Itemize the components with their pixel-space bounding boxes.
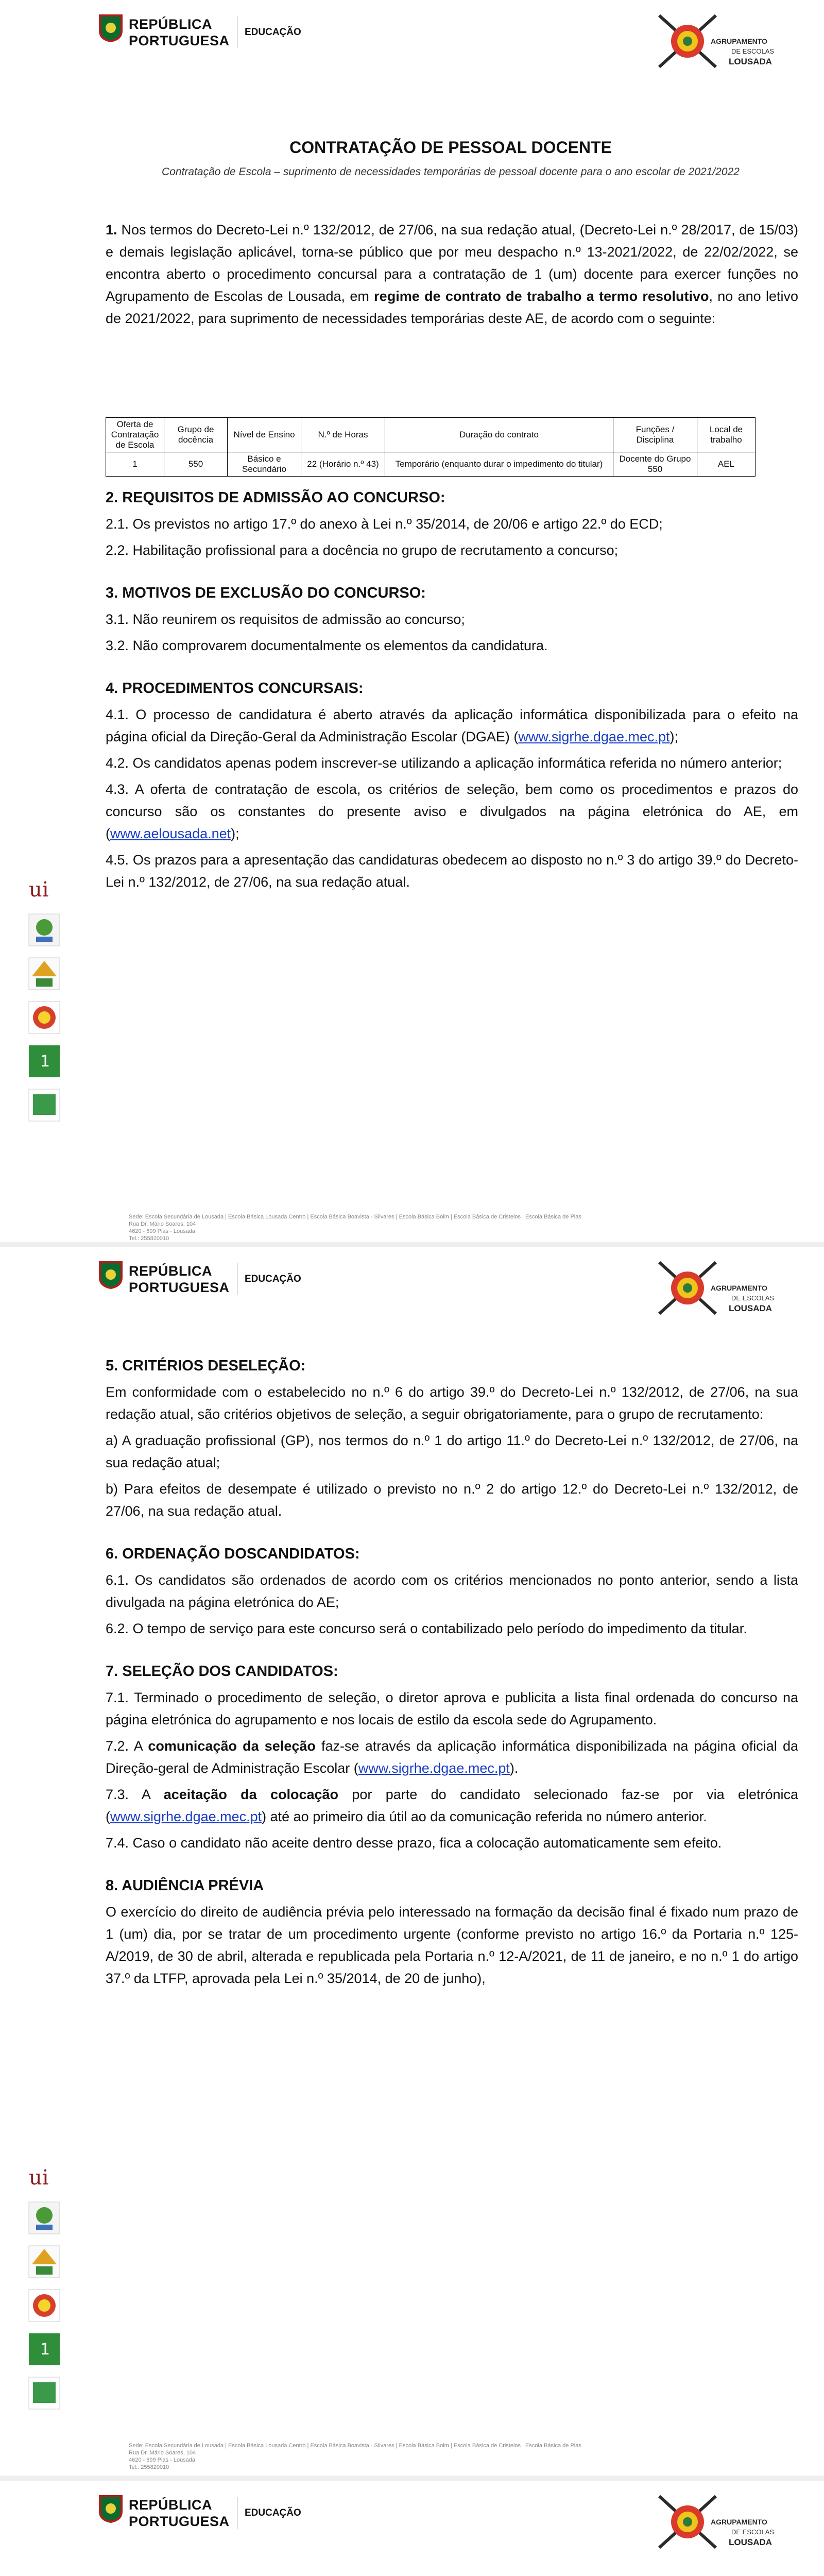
table-header-cell: Duração do contrato [385, 418, 613, 452]
section-6-title: 6. ORDENAÇÃO DOSCANDIDATOS: [106, 1546, 360, 1562]
agrupamento-label: AGRUPAMENTO [711, 1284, 767, 1292]
eco-school-logo-icon [26, 912, 63, 948]
page-footer: Sede: Escola Secundária de Lousada | Escola Básica Lousada Centro | Escola Básica Boavista - Silvares | Escola Básica Boim | Escola Básica de Cristelos | Escola Básica de Pias Rua Dr. Mário Soares, 104 4620 - 699 Pias - Lousada Tel.: 255820010 [129, 1214, 581, 1242]
coat-of-arms-icon [98, 1260, 124, 1289]
eco-school-logo-icon [26, 2200, 63, 2236]
svg-text:ui: ui [29, 2166, 49, 2190]
sections-2-to-4 [106, 471, 798, 897]
green-flag-logo-icon [26, 1043, 63, 1079]
section-5-intro: Em conformidade com o estabelecido no n.º 6 do artigo 39.º do Decreto-Lei n.º 132/2012, de 27/06, na sua redação atual, são critérios objetivos de seleção, a seguir obrigatoriamente, para o grupo de recrutamento: [106, 1384, 798, 1422]
portuguesa-text: PORTUGUESA [129, 1280, 230, 1295]
educacao-text: EDUCAÇÃO [245, 1274, 301, 1284]
section-4-3: 4.3. A oferta de contratação de escola, os critérios de seleção, bem como os procedimentos e prazos do concurso são os constantes do presente aviso e divulgados na página eletrónica do AE, em (www.aelousada.net); [106, 782, 798, 841]
section-8-title: 8. AUDIÊNCIA PRÉVIA [106, 1877, 264, 1894]
intro-number: 1. [106, 222, 117, 238]
school-logo-icon [26, 956, 63, 992]
table-cell: 550 [164, 452, 228, 477]
table-cell: Básico e Secundário [228, 452, 301, 477]
de-escolas-label: DE ESCOLAS [731, 2528, 775, 2536]
offer-table [106, 417, 756, 477]
de-escolas-label: DE ESCOLAS [731, 47, 775, 55]
document-subtitle: Contratação de Escola – suprimento de necessidades temporárias de pessoal docente para o ano escolar de 2021/2022 [162, 166, 740, 178]
section-3-2: 3.2. Não comprovarem documentalmente os elementos da candidatura. [106, 638, 548, 653]
section-2-2: 2.2. Habilitação profissional para a docência no grupo de recrutamento a concurso; [106, 543, 619, 558]
section-7-2: 7.2. A comunicação da seleção faz-se através da aplicação informática disponibilizada na página oficial da Direção-geral de Administração Escolar (www.sigrhe.dgae.mec.pt). [106, 1738, 798, 1776]
svg-text:ui: ui [29, 878, 49, 902]
table-header-cell: Nível de Ensino [228, 418, 301, 452]
republica-text: REPÚBLICA [129, 2497, 213, 2513]
document-title: CONTRATAÇÃO DE PESSOAL DOCENTE [289, 138, 612, 157]
section-3-title: 3. MOTIVOS DE EXCLUSÃO DO CONCURSO: [106, 585, 426, 601]
sigrhe-link[interactable]: www.sigrhe.dgae.mec.pt [518, 729, 670, 744]
page-2 [0, 1247, 824, 2481]
coat-of-arms-icon [98, 2494, 124, 2523]
section-4-title: 4. PROCEDIMENTOS CONCURSAIS: [106, 680, 364, 697]
intro-paragraph: 1. Nos termos do Decreto-Lei n.º 132/2012, de 27/06, na sua redação atual, (Decreto-Lei n.º 28/2017, de 15/03) e demais legislação aplicável, torna-se público que por meu despacho n.º 13-2021/2022, de 22/02/2022, se encontra aberto o procedimento concursal para a contratação de 1 (um) docente para exercer funções no Agrupamento de Escolas de Lousada, em regime de contrato de trabalho a termo resolutivo, no ano letivo de 2021/2022, para suprimento de necessidades temporárias deste AE, de acordo com o seguinte: [106, 222, 799, 326]
section-2-1: 2.1. Os previstos no artigo 17.º do anexo à Lei n.º 35/2014, de 20/06 e artigo 22.º do ECD; [106, 516, 663, 532]
table-cell: 1 [106, 452, 164, 477]
page-header [98, 1257, 798, 1334]
section-7-title: 7. SELEÇÃO DOS CANDIDATOS: [106, 1663, 338, 1680]
section-7-3: 7.3. A aceitação da colocação por parte do candidato selecionado faz-se por via eletrónica (www.sigrhe.dgae.mec.pt) até ao primeiro dia útil ao da comunicação referida no número anterior. [106, 1787, 798, 1824]
partner-logo-icon [26, 876, 63, 902]
educacao-text: EDUCAÇÃO [245, 2507, 301, 2518]
contract-regime: regime de contrato de trabalho a termo resolutivo [374, 289, 709, 304]
section-2-title: 2. REQUISITOS DE ADMISSÃO AO CONCURSO: [106, 489, 445, 506]
portuguesa-text: PORTUGUESA [129, 2514, 230, 2529]
program-logo-icon [26, 999, 63, 1036]
svg-text:1: 1 [40, 1053, 50, 1071]
agrupamento-label: AGRUPAMENTO [711, 2518, 767, 2526]
de-escolas-label: DE ESCOLAS [731, 1294, 775, 1302]
offer-table-header [106, 418, 756, 452]
page-footer: Sede: Escola Secundária de Lousada | Escola Básica Lousada Centro | Escola Básica Boavista - Silvares | Escola Básica Boim | Escola Básica de Cristelos | Escola Básica de Pias Rua Dr. Mário Soares, 104 4620 - 699 Pias - Lousada Tel.: 255820010 [129, 2443, 581, 2470]
svg-text:1: 1 [40, 2341, 50, 2359]
section-5-a: a) A graduação profissional (GP), nos termos do n.º 1 do artigo 11.º do Decreto-Lei n.º 132/2012, de 27/06, na sua redação atual; [106, 1433, 798, 1470]
table-cell: Temporário (enquanto durar o impedimento do titular) [385, 452, 613, 477]
lousada-label: LOUSADA [729, 2537, 772, 2547]
page-separator [0, 2476, 824, 2481]
section-3-1: 3.1. Não reunirem os requisitos de admissão ao concurso; [106, 612, 465, 627]
republica-text: REPÚBLICA [129, 16, 213, 32]
sigrhe-link[interactable]: www.sigrhe.dgae.mec.pt [110, 1809, 262, 1824]
section-7-1: 7.1. Terminado o procedimento de seleção, o diretor aprova e publicita a lista final ordenada do concurso na página eletrónica do agrupamento e nos locais de estilo da escola sede do Agrupamento. [106, 1690, 798, 1727]
page-3 [0, 2481, 824, 2576]
section-4-5: 4.5. Os prazos para a apresentação das candidaturas obedecem ao disposto no n.º 3 do artigo 39.º do Decreto-Lei n.º 132/2012, de 27/06, na sua redação atual. [106, 852, 798, 890]
sections-5-to-8 [106, 1355, 798, 1994]
sigrhe-link[interactable]: www.sigrhe.dgae.mec.pt [358, 1760, 510, 1776]
page-header [98, 10, 798, 88]
coat-of-arms-icon [98, 13, 124, 42]
program-logo-icon [26, 2287, 63, 2324]
section-7-4: 7.4. Caso o candidato não aceite dentro desse prazo, fica a colocação automaticamente sem efeito. [106, 1835, 722, 1851]
table-header-cell: Oferta de Contratação de Escola [106, 418, 164, 452]
section-4-1: 4.1. O processo de candidatura é aberto através da aplicação informática disponibilizada para o efeito na página oficial da Direção-Geral da Administração Escolar (DGAE) (www.sigrhe.dgae.mec.pt); [106, 707, 798, 744]
award-logo-icon [26, 1087, 63, 1123]
table-cell: AEL [697, 452, 756, 477]
agrupamento-label: AGRUPAMENTO [711, 37, 767, 45]
republica-text: REPÚBLICA [129, 1263, 213, 1279]
lousada-label: LOUSADA [729, 1303, 772, 1313]
educacao-text: EDUCAÇÃO [245, 27, 301, 38]
section-5-b: b) Para efeitos de desempate é utilizado o previsto no n.º 2 do artigo 12.º do Decreto-Lei n.º 132/2012, de 27/06, na sua redação atual. [106, 1481, 798, 1519]
section-8-text: O exercício do direito de audiência prévia pelo interessado na formação da decisão final é fixado num prazo de 1 (um) dia, por se tratar de um procedimento urgente (conforme previsto no artigo 16.º da Portaria n.º 125-A/2019, de 30 de abril, alterada e republicada pela Portaria n.º 12-A/2021, de 11 de janeiro, e no n.º 1 do artigo 37.º da LTFP, aprovada pela Lei n.º 35/2014, de 20 de junho), [106, 1904, 798, 1986]
table-header-cell: Grupo de docência [164, 418, 228, 452]
aelousada-link[interactable]: www.aelousada.net [110, 826, 231, 841]
section-6-2: 6.2. O tempo de serviço para este concurso será o contabilizado pelo período do impedimento da titular. [106, 1621, 747, 1636]
table-header-cell: Funções / Disciplina [613, 418, 697, 452]
page-1 [0, 0, 824, 1247]
section-4-2: 4.2. Os candidatos apenas podem inscrever-se utilizando a aplicação informática referida no número anterior; [106, 755, 782, 771]
page-header [98, 2491, 798, 2568]
table-cell: Docente do Grupo 550 [613, 452, 697, 477]
page-separator [0, 1242, 824, 1247]
award-logo-icon [26, 2375, 63, 2411]
table-cell: 22 (Horário n.º 43) [301, 452, 385, 477]
lousada-label: LOUSADA [729, 57, 772, 66]
table-header-cell: Local de trabalho [697, 418, 756, 452]
partner-logo-icon [26, 2164, 63, 2190]
green-flag-logo-icon [26, 2331, 63, 2367]
portuguesa-text: PORTUGUESA [129, 33, 230, 48]
section-5-title: 5. CRITÉRIOS DESELEÇÃO: [106, 1358, 306, 1374]
section-6-1: 6.1. Os candidatos são ordenados de acordo com os critérios mencionados no ponto anterior, sendo a lista divulgada na página eletrónica do AE; [106, 1572, 798, 1610]
table-header-cell: N.º de Horas [301, 418, 385, 452]
school-logo-icon [26, 2244, 63, 2280]
